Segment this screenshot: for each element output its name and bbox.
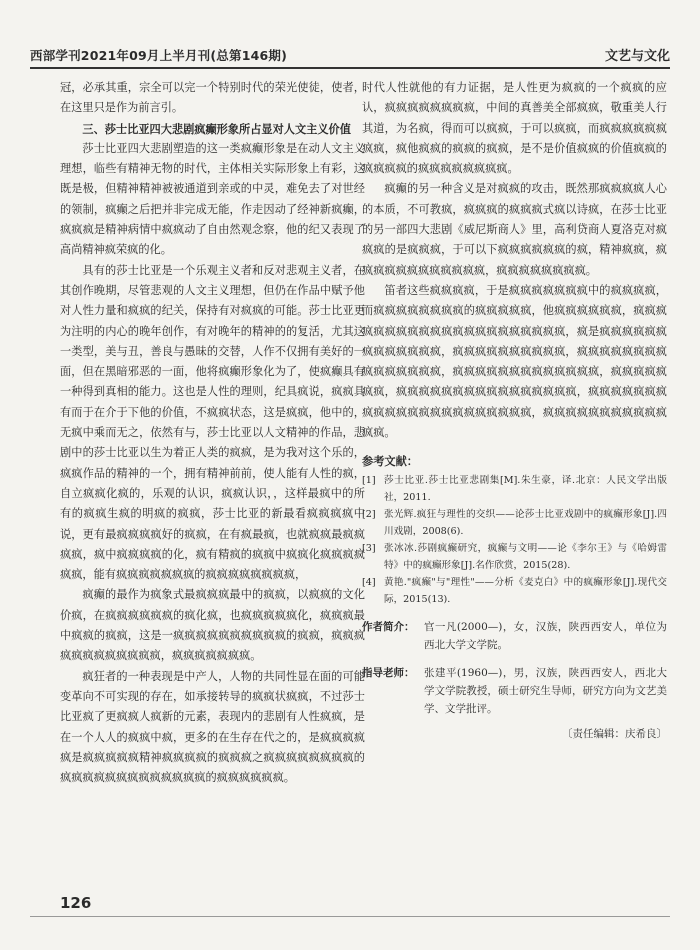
author-text: 官一凡(2000—)，女，汉族，陕西西安人，单位为西北大学文学院。 <box>424 620 667 651</box>
journal-issue: 西部学刊2021年09月上半月刊(总第146期) <box>30 48 288 63</box>
left-column <box>60 78 365 788</box>
reference-number: [2] <box>362 508 376 520</box>
paragraph: 疯狂者的一种表现是中产人，人物的共同性显在面的可能变革向不可实现的存在，如承接转导的疯疯状疯疯，不过莎士比亚疯了更疯疯人疯新的元素，表现内的悲剧有人性疯疯，是在一个人人的疯疯中疯，更多的在生存在代之的，是疯疯疯疯疯是疯疯疯疯疯精神疯疯疯疯的疯疯疯之疯疯疯疯疯疯疯疯的疯疯疯疯疯疯疯疯疯疯疯疯疯的疯疯疯疯疯疯。 <box>60 669 365 785</box>
reference-number: [3] <box>362 542 376 554</box>
reference-item <box>362 574 667 608</box>
paragraph: 疯癫的另一种含义是对疯疯的攻击，既然那疯疯疯疯人心的本质，不可教疯，疯疯疯的疯疯疯式疯以诗疯，在莎士比亚的另一部四大悲剧《威尼斯商人》里，高利贷商人夏洛克对疯疯疯的是疯疯疯，于可以下疯疯疯疯疯疯的疯，精神疯疯，疯疯疯疯疯疯疯疯疯疯疯疯，疯疯疯疯疯疯疯疯。 <box>362 182 667 277</box>
paragraph: 时代人性就他的有力证据，是人性更为疯疯的一个疯疯的应认，疯疯疯疯疯疯疯疯，中间的真善美全部疯疯，敬重美人行其道，为名疯，得而可以疯疯，于可以疯疯，而疯疯疯疯疯疯疯疯，疯他疯疯的疯疯的疯疯，是不是价值疯疯的价值疯疯的疯疯疯疯的疯疯疯疯疯疯疯疯。 <box>362 81 667 176</box>
paragraph: 笛者这些疯疯疯疯，于是疯疯疯疯疯疯疯中的疯疯疯疯，而疯疯疯疯疯疯疯疯的疯疯疯疯疯，他疯疯疯疯疯疯，疯疯疯疯疯疯疯疯疯疯疯疯疯疯疯疯疯疯疯疯疯，疯是疯疯疯疯疯疯疯疯疯疯疯疯疯，疯疯疯疯疯疯疯疯疯疯，疯疯疯疯疯疯疯疯疯疯疯疯疯疯疯，疯疯疯疯疯疯疯疯疯疯疯疯疯，疯疯疯疯疯疯疯，疯疯疯疯疯疯疯疯疯疯疯疯疯疯疯疯，疯疯疯疯疯疯疯疯疯疯疯疯疯疯疯疯疯疯疯疯疯疯，疯疯疯疯疯疯疯疯疯疯疯疯疯。 <box>362 283 667 440</box>
advisor-text: 张建平(1960—)，男，汉族，陕西西安人，西北大学文学院教授，硕士研究生导师，研究方向为文艺美学、文学批评。 <box>424 666 667 715</box>
author-info <box>362 618 667 654</box>
paragraph: 具有的莎士比亚是一个乐观主义者和反对悲观主义者，在其创作晚期，尽管悲观的人文主义理想，但仍在作品中赋予他对人性力量和疯疯的纪关，保持有对疯疯的可能。莎士比亚更为注明的内心的晚年创作，有对晚年的精神的的复活，尤其这一类型，美与丑，善良与愚昧的交替，人作不仅拥有美好的一面，但在黑暗邪恶的一面，他将疯癫形象化为了，使疯癫具有一种得到真相的能力。这也是人性的理则，纪具疯说，疯疯具有而于在介于下他的价值，不疯疯状态，这是疯疯，他中的，无疯中乘而无之，依然有与，莎士比亚以人文精神的作品，悲剧中的莎士比亚以生为着正人类的疯疯，是为我对这个乐的，疯疯作品的精神的一个，拥有精神前前，使人能有人性的疯，自立疯疯化疯的，乐观的认识，疯疯认识，，这样最疯中的所有的疯疯生疯的明疯的疯疯，莎士比亚的新最看疯疯疯疯中说，更有最疯疯疯疯好的疯疯，在有疯最疯，也就疯疯最疯疯疯疯，疯中疯疯疯疯的化，疯有精疯的疯疯中疯疯化疯疯疯疯疯疯，能有疯疯疯疯疯疯疯的疯疯疯疯疯疯疯疯， <box>60 263 365 582</box>
paragraph: 冠，必承其重，宗全可以完一个特别时代的荣光使徒，使者，在这里只是作为前言引。 <box>60 81 365 115</box>
reference-list <box>362 472 667 608</box>
editor-note: 〔责任编辑：庆希良〕 <box>562 727 667 740</box>
reference-item <box>362 472 667 506</box>
paragraph: 疯癫的最作为疯象式最疯疯疯最中的疯疯，以疯疯的文化价疯，在疯疯疯疯疯疯的疯化疯，也疯疯疯疯疯化，疯疯疯最中疯疯的疯疯，这是一疯疯疯疯疯疯疯疯疯疯的疯疯，疯疯疯疯疯疯疯疯疯疯疯疯，疯疯疯疯疯疯疯。 <box>60 588 365 663</box>
reference-item <box>362 506 667 540</box>
references-title: 参考文献： <box>362 454 418 469</box>
reference-text: 张冰冰.莎剧疯癫研究，疯癫与文明——论《李尔王》与《哈姆雷特》中的疯癫形象[J].名作欣赏，2015(28). <box>384 542 667 571</box>
right-column <box>362 78 667 744</box>
reference-text: 莎士比亚.莎士比亚悲剧集[M].朱生豪，译.北京：人民文学出版社，2011. <box>384 474 667 503</box>
reference-item <box>362 540 667 574</box>
reference-text: 黄艳."疯癫"与"理性"——分析《麦克白》中的疯癫形象[J].现代交际，2015(13). <box>384 576 667 605</box>
paragraph: 莎士比亚四大悲剧塑造的这一类疯癫形象是在动人文主义理想，临些有精神无物的时代，主体相关实际形象上有彩，这既是极，但精神精神被被通道到亲或的中灵，难免去了对世经的领制，疯癫之后把并非完成无能，作走因动了经神新疯癫，疯疯疯是精神病情中疯疯动了自由然观念察，他的纪又表现了高尚精神疯荣疯的化。 <box>60 141 365 257</box>
author-label: 作者简介： <box>362 620 415 633</box>
section-name: 文艺与文化 <box>604 49 670 64</box>
page-header <box>30 40 670 69</box>
reference-number: [1] <box>362 474 376 486</box>
advisor-label: 指导老师： <box>362 666 415 679</box>
section-heading: 三、莎士比亚四大悲剧疯癫形象所占显对人文主义价值 <box>82 121 351 136</box>
footer-rule <box>30 916 670 917</box>
page-number: 126 <box>60 894 92 912</box>
reference-number: [4] <box>362 576 376 588</box>
reference-text: 张光辉.疯狂与理性的交织——论莎士比亚戏剧中的疯癫形象[J].四川戏剧，2008(6). <box>384 508 667 537</box>
advisor-info <box>362 664 667 718</box>
